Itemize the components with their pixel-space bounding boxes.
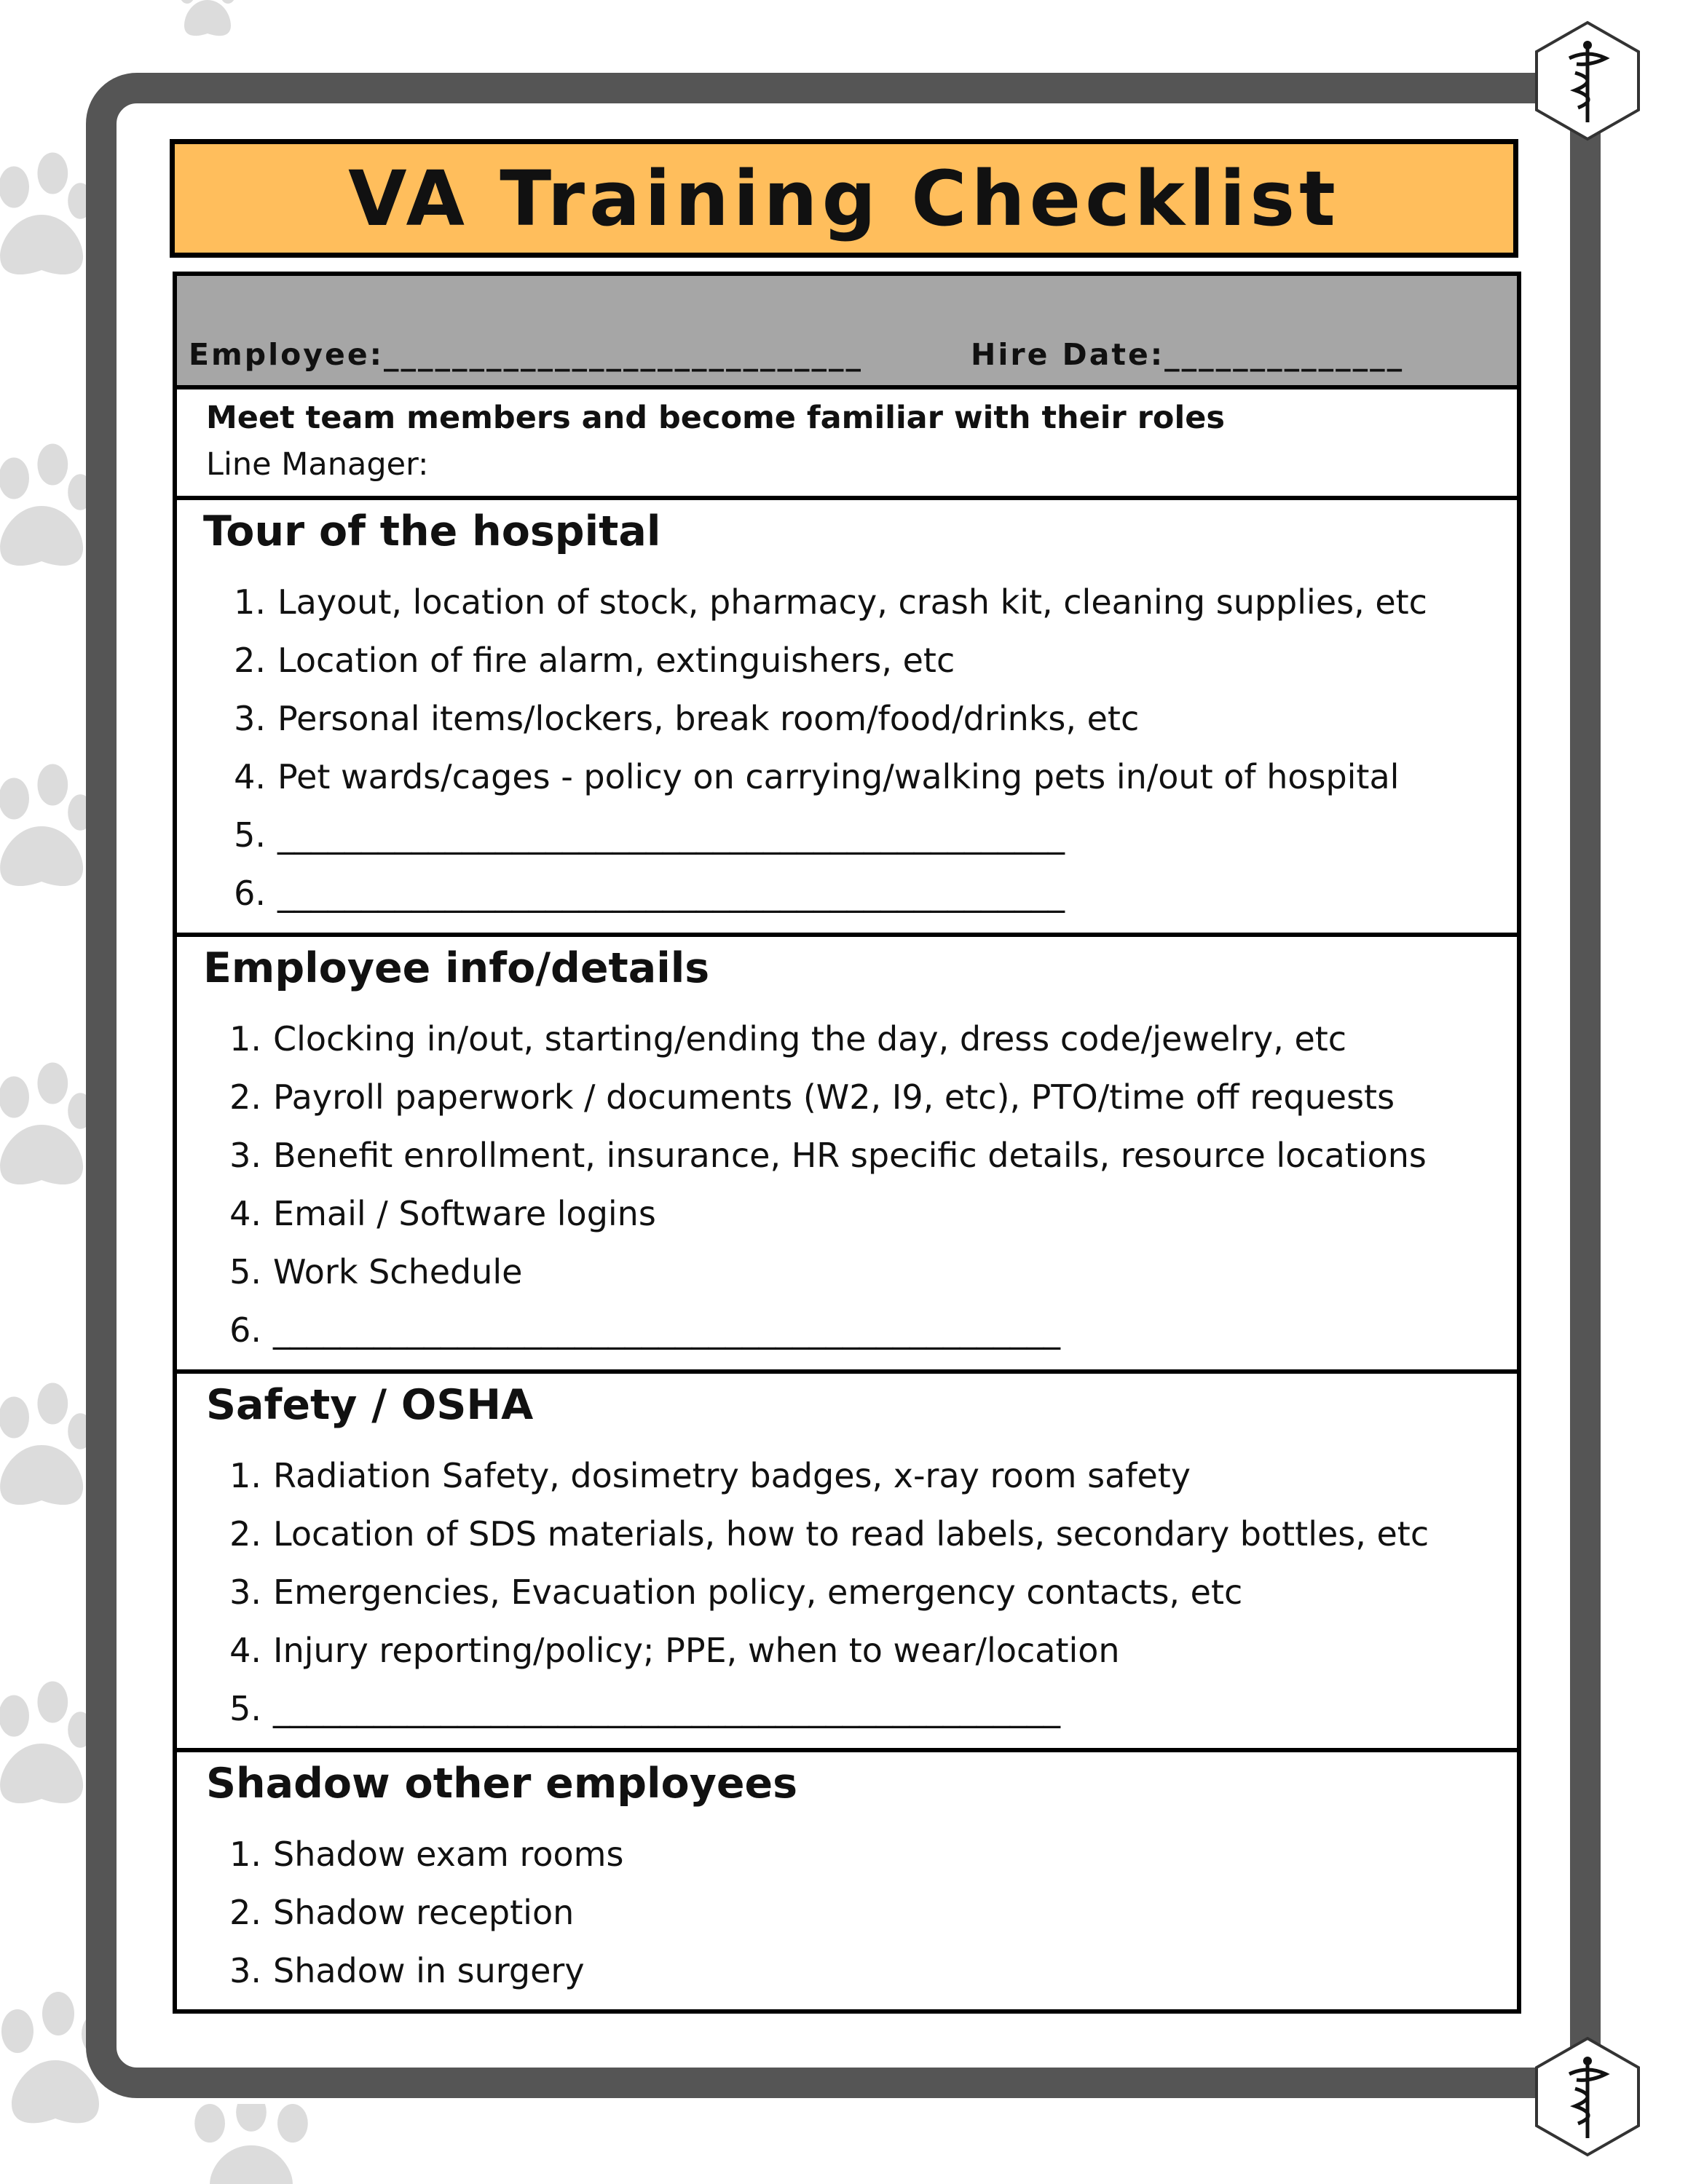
section-safety-osha (177, 1374, 1517, 1752)
list-item: 2. Location of fire alarm, extinguishers, etc (234, 641, 955, 680)
list-item: 4. Email / Software logins (229, 1194, 656, 1233)
caduceus-icon (1533, 2036, 1642, 2157)
list-item: 2. Location of SDS materials, how to read labels, secondary bottles, etc (229, 1514, 1429, 1554)
checklist-items (221, 573, 1427, 922)
list-item-blank[interactable]: 6. _______________________________________________ (229, 1310, 1060, 1350)
intro-section (177, 389, 1517, 500)
checklist-items (216, 1825, 623, 2000)
list-item: 3. Shadow in surgery (229, 1951, 585, 1990)
section-tour-of-hospital (177, 500, 1517, 937)
employee-header (177, 276, 1517, 389)
section-employee-info (177, 937, 1517, 1374)
checklist-sheet (173, 272, 1521, 2014)
section-title: Tour of the hospital (203, 507, 661, 555)
line-manager-field[interactable]: Line Manager: (206, 446, 429, 483)
list-item: 4. Pet wards/cages - policy on carrying/walking pets in/out of hospital (234, 757, 1400, 796)
list-item: 3. Emergencies, Evacuation policy, emergency contacts, etc (229, 1572, 1243, 1612)
intro-title: Meet team members and become familiar with their roles (206, 400, 1225, 436)
list-item: 2. Payroll paperwork / documents (W2, I9, etc), PTO/time off requests (229, 1077, 1395, 1117)
paw-print-icon (0, 1674, 86, 1813)
paw-print-icon (0, 146, 86, 284)
section-title: Safety / OSHA (206, 1381, 534, 1429)
section-title: Shadow other employees (206, 1760, 798, 1808)
paw-print-icon (182, 2104, 320, 2184)
paw-print-icon (138, 0, 277, 73)
section-shadow-employees (177, 1752, 1517, 2011)
list-item: 1. Shadow exam rooms (229, 1835, 624, 1874)
list-item: 5. Work Schedule (229, 1252, 523, 1291)
page-title: VA Training Checklist (170, 139, 1518, 258)
hire-date-field[interactable]: Hire Date:______________ (971, 337, 1405, 372)
list-item: 1. Radiation Safety, dosimetry badges, x-ray room safety (229, 1456, 1191, 1495)
employee-field[interactable]: Employee:____________________________ (189, 337, 864, 372)
checklist-items (216, 1447, 1429, 1738)
caduceus-icon (1533, 20, 1642, 141)
paw-print-icon (0, 1056, 86, 1194)
list-item-blank[interactable]: 5. _______________________________________________ (229, 1689, 1060, 1728)
paw-print-icon (0, 437, 86, 575)
paw-print-icon (0, 1376, 86, 1514)
list-item: 2. Shadow reception (229, 1893, 575, 1932)
list-item: 1. Clocking in/out, starting/ending the day, dress code/jewelry, etc (229, 1019, 1347, 1059)
paw-print-icon (0, 757, 86, 895)
list-item-blank[interactable]: 6. _______________________________________________ (234, 874, 1065, 913)
section-title: Employee info/details (203, 944, 710, 992)
list-item: 4. Injury reporting/policy; PPE, when to wear/location (229, 1631, 1120, 1670)
list-item: 3. Personal items/lockers, break room/food/drinks, etc (234, 699, 1140, 738)
list-item: 3. Benefit enrollment, insurance, HR specific details, resource locations (229, 1136, 1427, 1175)
checklist-items (216, 1010, 1427, 1359)
list-item: 1. Layout, location of stock, pharmacy, crash kit, cleaning supplies, etc (234, 582, 1427, 622)
list-item-blank[interactable]: 5. _______________________________________________ (234, 815, 1065, 855)
